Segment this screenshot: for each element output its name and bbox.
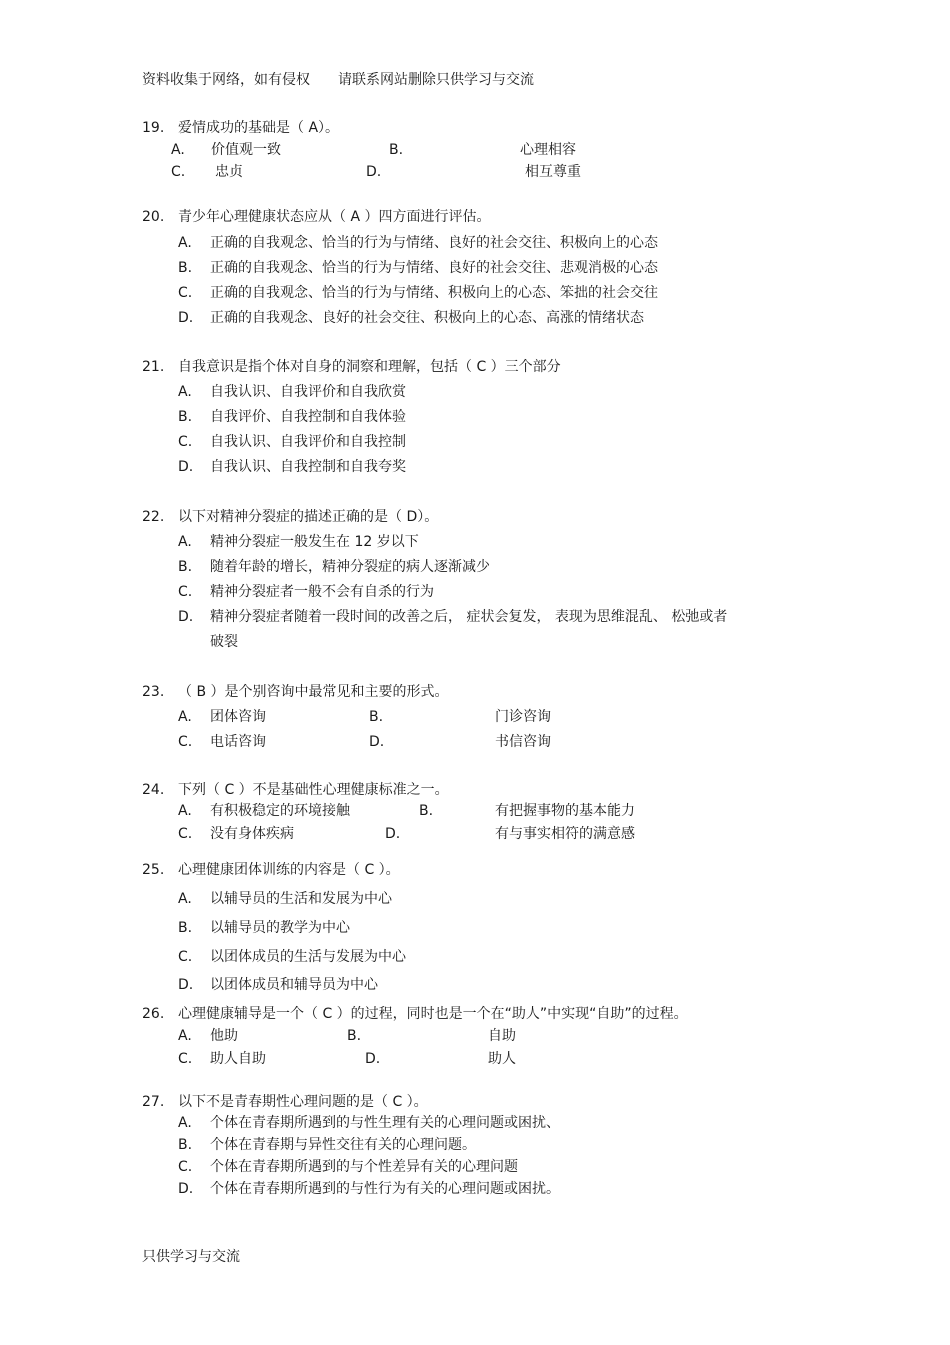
question-number: 24.	[142, 782, 165, 798]
option-label: A.	[171, 142, 185, 158]
option-text: 相互尊重	[525, 164, 581, 180]
option-text: 价值观一致	[211, 142, 281, 158]
option-label: B.	[347, 1028, 362, 1044]
option-text: 有积极稳定的环境接触	[210, 803, 350, 819]
option-text: 助人自助	[210, 1051, 266, 1067]
option-label: C.	[178, 584, 193, 600]
option-continuation: 破裂	[210, 634, 238, 650]
option-text: 以团体成员的生活与发展为中心	[210, 949, 406, 965]
option-label: D.	[178, 609, 194, 625]
option-label: C.	[171, 164, 186, 180]
option-label: C.	[178, 949, 193, 965]
option-text: 个体在青春期所遇到的与个性差异有关的心理问题	[210, 1159, 518, 1175]
option-text: 书信咨询	[495, 734, 551, 750]
option-text: 助人	[488, 1051, 516, 1067]
option-text: 电话咨询	[210, 734, 266, 750]
option-label: B.	[178, 409, 193, 425]
question-text: 以下不是青春期性心理问题的是（ C ）。	[178, 1094, 428, 1110]
option-label: C.	[178, 1051, 193, 1067]
option-text: 以辅导员的生活和发展为中心	[210, 891, 392, 907]
option-text: 正确的自我观念、恰当的行为与情绪、良好的社会交往、积极向上的心态	[210, 235, 658, 251]
option-text: 心理相容	[520, 142, 576, 158]
option-label: A.	[178, 534, 192, 550]
option-label: B.	[389, 142, 404, 158]
option-label: B.	[178, 1137, 193, 1153]
question-number: 22.	[142, 509, 165, 525]
option-label: B.	[369, 709, 384, 725]
option-label: D.	[366, 164, 382, 180]
question-number: 26.	[142, 1006, 165, 1022]
question-text: 下列（ C ）不是基础性心理健康标准之一。	[178, 782, 449, 798]
option-text: 精神分裂症一般发生在 12 岁以下	[210, 534, 419, 550]
option-label: B.	[178, 260, 193, 276]
option-label: D.	[178, 1181, 194, 1197]
option-label: C.	[178, 285, 193, 301]
option-text: 精神分裂症者一般不会有自杀的行为	[210, 584, 434, 600]
option-text: 忠贞	[215, 164, 243, 180]
option-label: B.	[178, 920, 193, 936]
option-text: 自助	[488, 1028, 516, 1044]
option-label: A.	[178, 384, 192, 400]
option-label: A.	[178, 891, 192, 907]
option-text: 正确的自我观念、良好的社会交往、积极向上的心态、高涨的情绪状态	[210, 310, 644, 326]
option-label: C.	[178, 1159, 193, 1175]
option-text: 自我认识、自我评价和自我欣赏	[210, 384, 406, 400]
option-text: 门诊咨询	[495, 709, 551, 725]
option-label: D.	[178, 459, 194, 475]
page-header	[142, 71, 534, 89]
question-text: 爱情成功的基础是（ A）。	[178, 120, 340, 136]
option-text: 个体在青春期与异性交往有关的心理问题。	[210, 1137, 476, 1153]
option-text: 有把握事物的基本能力	[495, 803, 635, 819]
option-text: 以辅导员的教学为中心	[210, 920, 350, 936]
option-label: A.	[178, 1028, 192, 1044]
option-label: C.	[178, 434, 193, 450]
question-number: 21.	[142, 359, 165, 375]
question-number: 25.	[142, 862, 165, 878]
option-text: 随着年龄的增长，精神分裂症的病人逐渐减少	[210, 559, 490, 575]
option-text: 以团体成员和辅导员为中心	[210, 977, 378, 993]
option-text: 个体在青春期所遇到的与性行为有关的心理问题或困扰。	[210, 1181, 560, 1197]
option-text: 精神分裂症者随着一段时间的改善之后， 症状会复发， 表现为思维混乱、 松弛或者	[210, 609, 728, 625]
option-text: 团体咨询	[210, 709, 266, 725]
question-text: 自我意识是指个体对自身的洞察和理解，包括（ C ）三个部分	[178, 359, 561, 375]
question-text: （ B ）是个别咨询中最常见和主要的形式。	[178, 684, 449, 700]
question-number: 19.	[142, 120, 165, 136]
question-number: 20.	[142, 209, 165, 225]
option-label: B.	[178, 559, 193, 575]
option-label: D.	[178, 310, 194, 326]
option-text: 自我认识、自我控制和自我夸奖	[210, 459, 406, 475]
option-label: D.	[178, 977, 194, 993]
header-left: 资料收集于网络，如有侵权	[142, 72, 310, 88]
option-text: 有与事实相符的满意感	[495, 826, 635, 842]
option-text: 他助	[210, 1028, 238, 1044]
question-text: 以下对精神分裂症的描述正确的是（ D）。	[178, 509, 439, 525]
question-number: 27.	[142, 1094, 165, 1110]
option-label: A.	[178, 1115, 192, 1131]
option-label: D.	[369, 734, 385, 750]
question-text: 心理健康辅导是一个（ C ）的过程，同时也是一个在“助人”中实现“自助”的过程。	[178, 1006, 688, 1022]
option-text: 没有身体疾病	[210, 826, 294, 842]
question-number: 23.	[142, 684, 165, 700]
option-label: B.	[419, 803, 434, 819]
option-label: A.	[178, 235, 192, 251]
header-right: 请联系网站删除只供学习与交流	[338, 72, 534, 88]
option-label: D.	[365, 1051, 381, 1067]
option-label: D.	[385, 826, 401, 842]
option-text: 自我评价、自我控制和自我体验	[210, 409, 406, 425]
option-text: 个体在青春期所遇到的与性生理有关的心理问题或困扰、	[210, 1115, 560, 1131]
option-label: A.	[178, 709, 192, 725]
question-text: 青少年心理健康状态应从（ A ）四方面进行评估。	[178, 209, 491, 225]
question-text: 心理健康团体训练的内容是（ C ）。	[178, 862, 400, 878]
option-label: C.	[178, 734, 193, 750]
option-text: 正确的自我观念、恰当的行为与情绪、积极向上的心态、笨拙的社会交往	[210, 285, 658, 301]
option-label: A.	[178, 803, 192, 819]
option-label: C.	[178, 826, 193, 842]
option-text: 正确的自我观念、恰当的行为与情绪、良好的社会交往、悲观消极的心态	[210, 260, 658, 276]
page-footer: 只供学习与交流	[142, 1249, 240, 1265]
option-text: 自我认识、自我评价和自我控制	[210, 434, 406, 450]
